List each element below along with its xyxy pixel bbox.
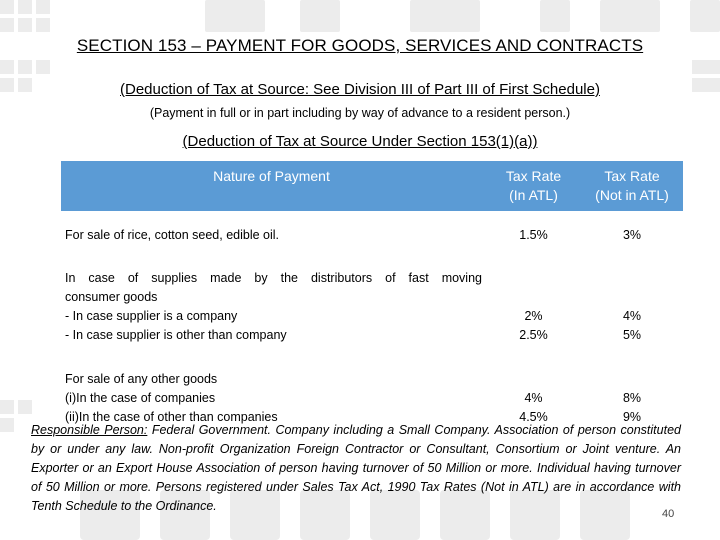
rate-in-atl	[486, 245, 581, 345]
footnote-text: Federal Government. Company including a Small Company. Association of person constituted by or under any law. Non-profit Organization Foreign Contractor or Consultant, Consortium or Joint venture. An Exporter or an Export House Association of person having turnover of 50 Million or more. Individual having turnover of 50 Million or more. Persons registered under Sales Tax Act, 1990 Tax Rates (Not in ATL) are in accordance with Tenth Schedule to the Ordinance.	[31, 423, 681, 513]
description-line: consumer goods	[65, 290, 158, 304]
header-nature-of-payment: Nature of Payment	[61, 161, 486, 211]
row-description	[61, 211, 486, 245]
rate-in-atl	[486, 211, 581, 245]
row-description	[61, 245, 486, 345]
header-atl-line1: Tax Rate	[505, 168, 562, 184]
header-atl-line2: (In ATL)	[509, 187, 558, 203]
description-line: (ii)In the case of other than companies	[65, 410, 278, 424]
rate-value: 8%	[622, 391, 642, 405]
rate-not-in-atl	[581, 345, 683, 427]
section-heading: (Deduction of Tax at Source Under Section 153(1)(a))	[182, 133, 538, 150]
rate-not-in-atl	[581, 211, 683, 245]
rate-value: 4%	[622, 309, 642, 323]
table-row	[61, 211, 683, 245]
note: (Payment in full or in part including by way of advance to a resident person.)	[149, 106, 571, 120]
table-row	[61, 245, 683, 345]
rate-value: 2.5%	[519, 328, 548, 342]
description-line: - In case supplier is other than company	[65, 328, 287, 342]
header-tax-rate-in-atl	[486, 161, 581, 211]
rate-value: 3%	[622, 228, 642, 242]
rate-value: 5%	[622, 328, 642, 342]
header-tax-rate-not-in-atl	[581, 161, 683, 211]
header-natl-line1: Tax Rate	[604, 168, 660, 184]
header-natl-line2: (Not in ATL)	[595, 187, 669, 203]
table-header-row	[61, 161, 683, 211]
rate-value: 2%	[524, 309, 543, 323]
rate-not-in-atl	[581, 245, 683, 345]
description-line: (i)In the case of companies	[65, 391, 216, 405]
table-row	[61, 345, 683, 427]
footnote	[31, 421, 681, 516]
page-title: SECTION 153 – PAYMENT FOR GOODS, SERVICES AND CONTRACTS	[76, 36, 644, 55]
rate-value: 4%	[524, 391, 543, 405]
description-line: For sale of any other goods	[65, 372, 218, 386]
footnote-label: Responsible Person:	[31, 423, 148, 437]
tax-rate-table	[61, 161, 683, 427]
rate-value: 4.5%	[519, 410, 548, 424]
rate-in-atl	[486, 345, 581, 427]
rate-value: 1.5%	[519, 228, 548, 242]
rate-value: 9%	[622, 410, 642, 424]
description-line: In case of supplies made by the distributors of fast moving	[65, 271, 482, 285]
page-number: 40	[662, 508, 675, 520]
description-line: - In case supplier is a company	[65, 309, 238, 323]
description-line: For sale of rice, cotton seed, edible oil.	[65, 228, 280, 242]
row-description	[61, 345, 486, 427]
subtitle: (Deduction of Tax at Source: See Division III of Part III of First Schedule)	[120, 81, 600, 98]
